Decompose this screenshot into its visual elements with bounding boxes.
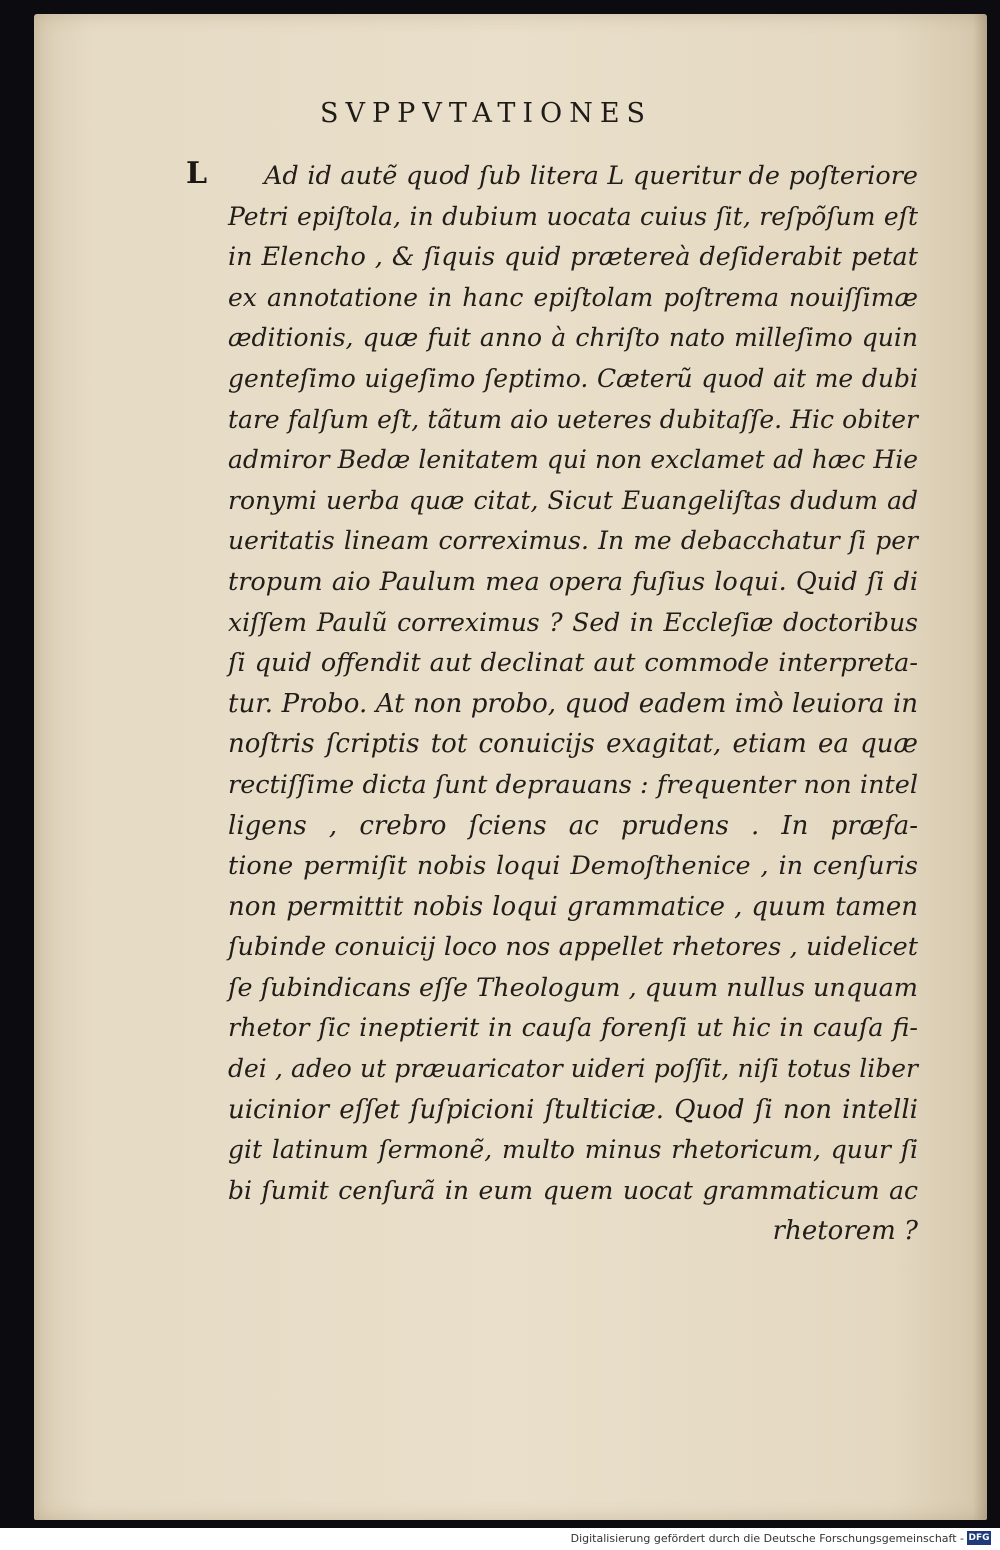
text-line: tione permiſit nobis loqui Demoſthenice , in cenſuris	[228, 851, 918, 882]
text-line: tare falſum eſt, tãtum aio ueteres dubitaſſe. Hic obiter	[228, 404, 918, 434]
dfg-funding-caption: Digitalisierung gefördert durch die Deutsche Forschungsgemeinschaft -	[570, 1532, 964, 1545]
text-line: ſi quid offendit aut declinat aut commode interpreta-	[228, 648, 918, 679]
text-line: noſtris ſcriptis tot conuicijs exagitat, etiam ea quæ	[228, 729, 918, 760]
text-line: in Elencho , & ſiquis quid prætereà deſiderabit petat	[228, 242, 918, 273]
text-line-final: rhetorem ?	[772, 1216, 918, 1247]
text-line: ex annotatione in hanc epiſtolam poſtrema nouiſſimæ	[228, 282, 918, 312]
text-line: rectiſſime dicta ſunt deprauans : frequenter non intel	[228, 769, 918, 800]
margin-letter: L	[186, 156, 208, 191]
text-line: git latinum ſermonẽ, multo minus rhetoricum, quur ſi	[228, 1135, 918, 1165]
text-line: admiror Bedæ lenitatem qui non exclamet ad hæc Hie	[228, 445, 918, 475]
text-line: rhetor ſic ineptierit in cauſa forenſi ut hic in cauſa fi-	[228, 1013, 918, 1044]
text-line: non permittit nobis loqui grammatice , quum tamen	[228, 891, 918, 922]
page-edge-shadow	[973, 14, 987, 1520]
text-line: uicinior eſſet ſuſpicioni ſtulticiæ. Quod ſi non intelli	[228, 1094, 918, 1125]
text-line: xiſſem Paulũ correximus ? Sed in Eccleſiæ doctoribus	[228, 607, 918, 637]
text-line: tur. Probo. At non probo, quod eadem imò leuiora in	[228, 688, 918, 719]
text-line: Petri epiſtola, in dubium uocata cuius ſit, reſpõſum eſt	[228, 201, 918, 231]
body-text	[228, 156, 918, 1252]
text-line: ligens , crebro ſciens ac prudens . In præfa-	[228, 810, 918, 841]
text-line: ueritatis lineam correximus. In me debacchatur ſi per	[228, 526, 918, 556]
text-line: æditionis, quæ fuit anno à chriſto nato milleſimo quin	[228, 323, 918, 353]
dfg-logo: DFG	[968, 1533, 990, 1543]
text-line: genteſimo uigeſimo ſeptimo. Cæterũ quod ait me dubi	[228, 363, 918, 393]
text-line: Ad id autẽ quod ſub litera L queritur de poſteriore	[264, 161, 918, 191]
text-line: ronymi uerba quæ citat, Sicut Euangeliſtas dudum ad	[228, 485, 918, 515]
running-head: SVPPVTATIONES	[320, 98, 653, 129]
text-line: bi ſumit cenſurã in eum quem uocat grammaticum ac	[228, 1175, 918, 1205]
text-line: ſubinde conuicij loco nos appellet rhetores , uidelicet	[228, 932, 918, 963]
text-line: tropum aio Paulum mea opera fuſius loqui. Quid ſi di	[228, 566, 918, 597]
text-line: dei , adeo ut præuaricator uideri poſſit, niſi totus liber	[228, 1054, 918, 1084]
text-line: ſe ſubindicans eſſe Theologum , quum nullus unquam	[228, 972, 918, 1003]
